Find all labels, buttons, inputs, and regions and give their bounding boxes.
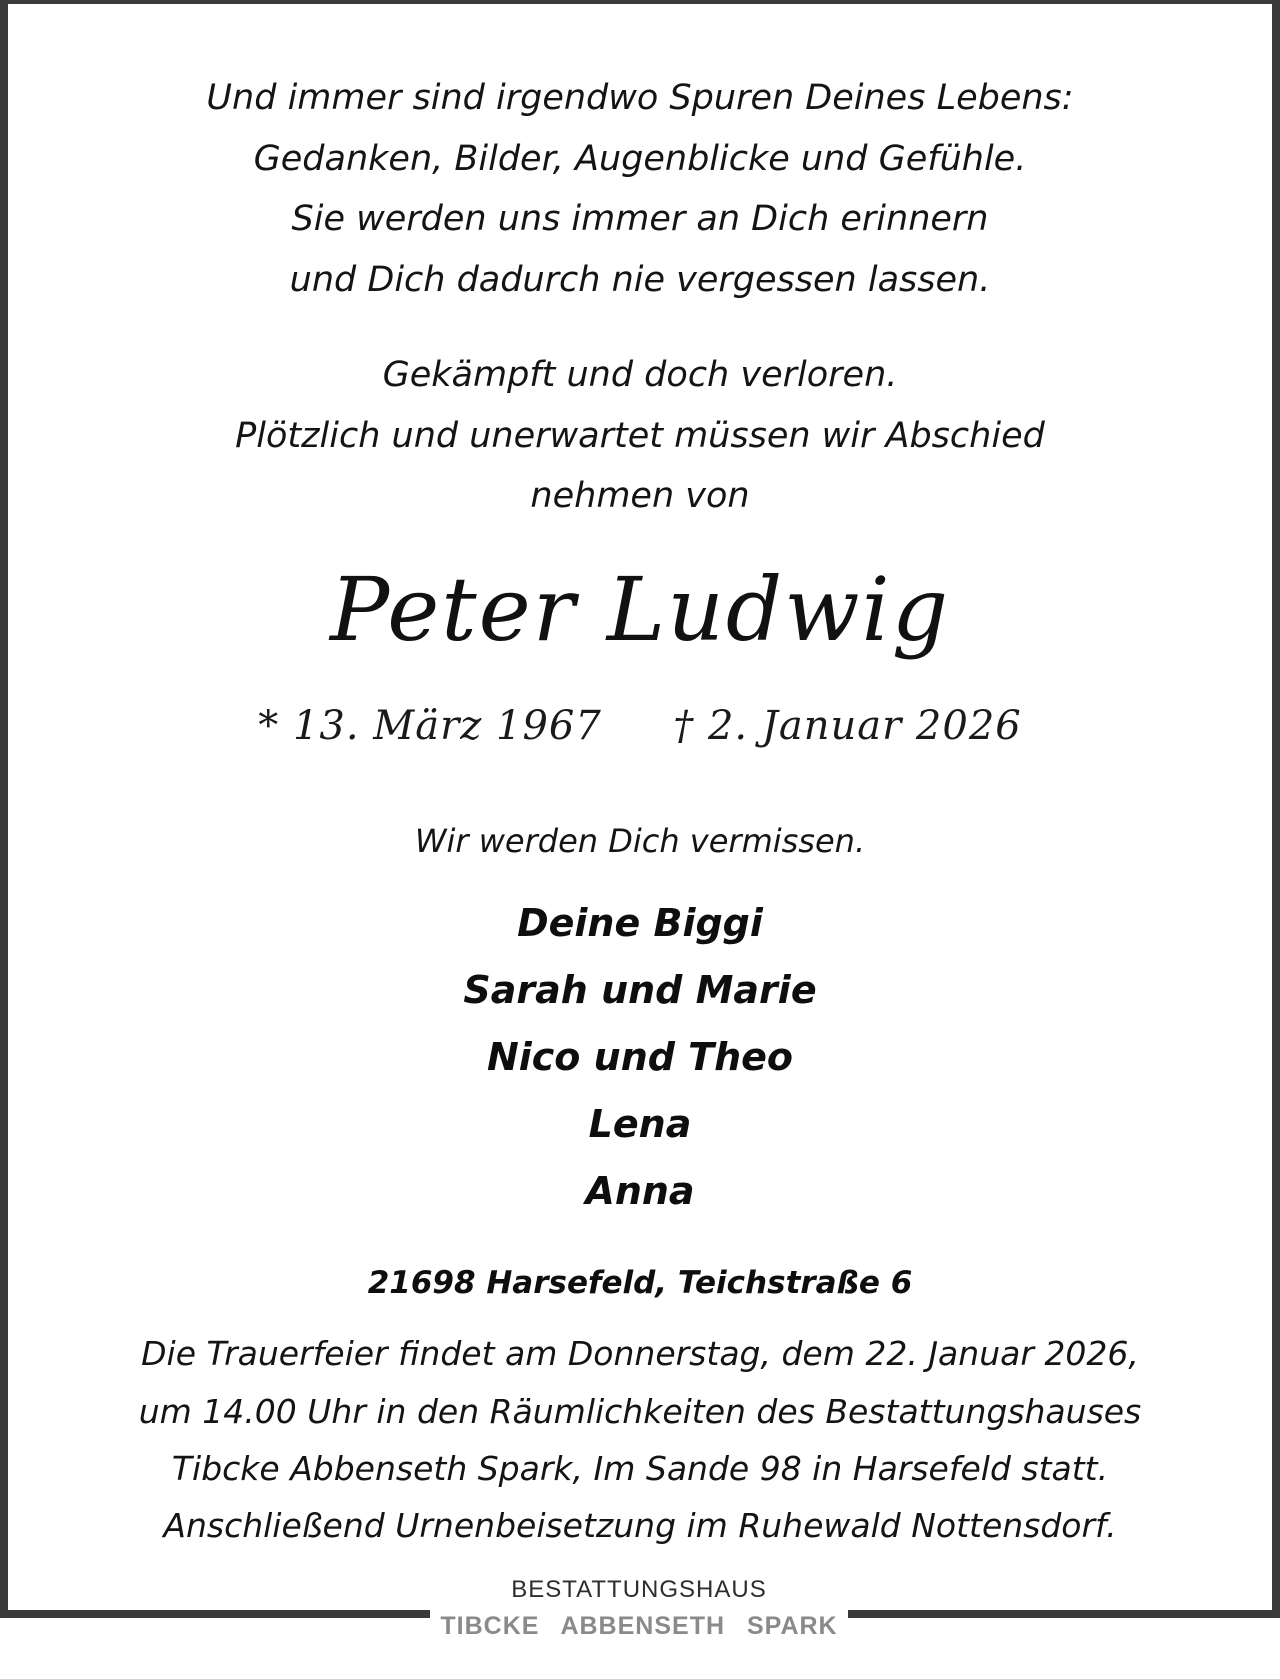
poem-line-1: Und immer sind irgendwo Spuren Deines Lebens: [206, 78, 1074, 118]
poem-line-4: und Dich dadurch nie vergessen lassen. [289, 260, 991, 300]
funeral-home-logo [430, 1576, 848, 1646]
miss-line: Wir werden Dich vermissen. [414, 822, 866, 860]
family-member: Deine Biggi [517, 901, 763, 945]
ceremony-line-2: um 14.00 Uhr in den Räumlichkeiten des Bestattungshauses [138, 1392, 1142, 1431]
border-bottom-right [848, 1610, 1280, 1618]
family-member: Nico und Theo [486, 1035, 794, 1079]
ceremony-line-4: Anschließend Urnenbeisetzung im Ruhewald Nottensdorf. [163, 1506, 1117, 1545]
birth-date: * 13. März 1967 [258, 703, 602, 749]
border-bottom-left [0, 1610, 430, 1618]
logo-line-1: BESTATTUNGSHAUS [511, 1576, 767, 1603]
deceased-name: Peter Ludwig [329, 558, 951, 661]
ceremony-line-1: Die Trauerfeier findet am Donnerstag, dem 22. Januar 2026, [141, 1334, 1139, 1373]
intro-line-2: Plötzlich und unerwartet müssen wir Abschied [235, 416, 1045, 456]
address: 21698 Harsefeld, Teichstraße 6 [367, 1265, 913, 1301]
poem-line-3: Sie werden uns immer an Dich erinnern [291, 199, 989, 239]
intro-line-3: nehmen von [530, 476, 750, 516]
life-dates [0, 703, 1280, 749]
family-member: Anna [585, 1169, 695, 1213]
logo-line-2: TIBCKE ABBENSETH SPARK [440, 1612, 838, 1640]
family-member: Sarah und Marie [463, 968, 817, 1012]
death-date: † 2. Januar 2026 [673, 703, 1022, 749]
ceremony-line-3: Tibcke Abbenseth Spark, Im Sande 98 in Harsefeld statt. [171, 1449, 1109, 1488]
intro-line-1: Gekämpft und doch verloren. [382, 355, 898, 395]
family-member: Lena [588, 1102, 692, 1146]
poem-line-2: Gedanken, Bilder, Augenblicke und Gefühle. [253, 139, 1027, 179]
